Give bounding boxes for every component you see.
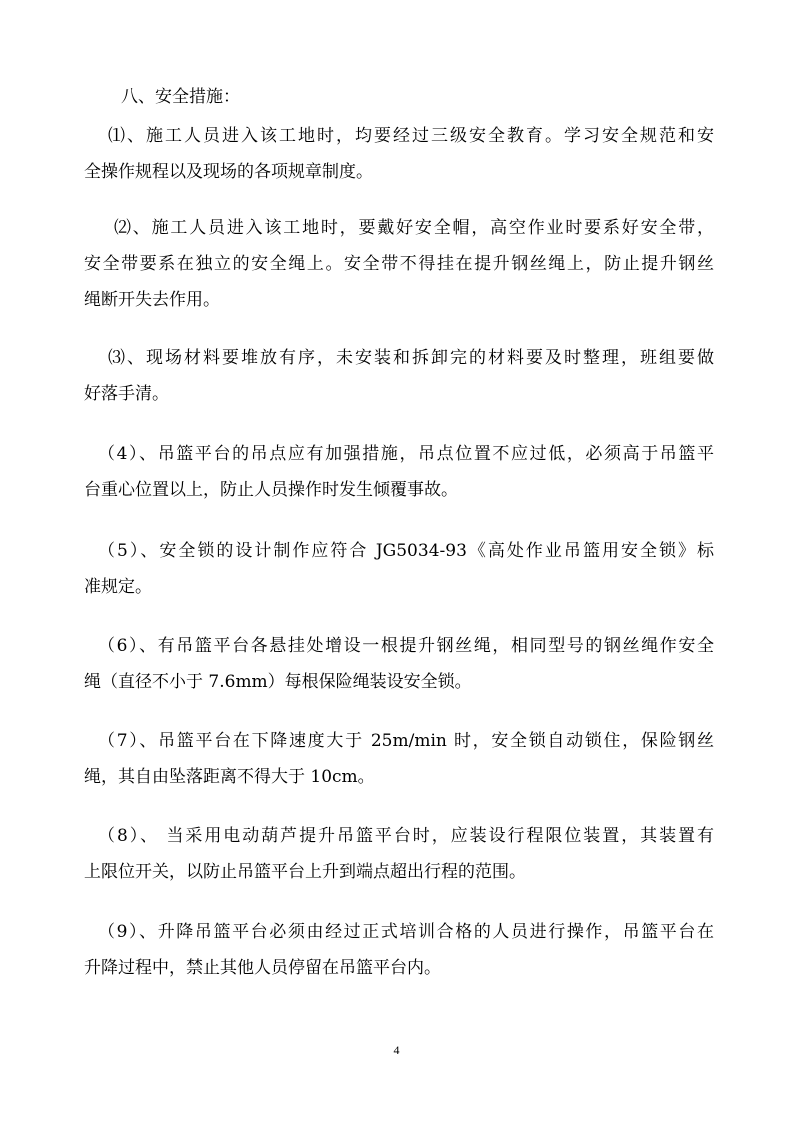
measure-item-6-line-2: 绳（直径不小于 7.6mm）每根保险绳装设安全锁。 <box>84 672 472 692</box>
measure-item-7 <box>84 723 714 795</box>
measure-item-7-line-1: （7）、吊篮平台在下降速度大于 25m/min 时，安全锁自动锁住，保险钢丝 <box>98 731 714 751</box>
measure-item-3-line-1: ⑶、现场材料要堆放有序，未安装和拆卸完的材料要及时整理，班组要做 <box>108 348 714 368</box>
measure-item-1 <box>84 118 714 190</box>
measure-item-5-line-2: 准规定。 <box>84 577 152 597</box>
measure-item-1-line-2: 全操作规程以及现场的各项规章制度。 <box>84 162 373 182</box>
measure-item-5 <box>84 533 714 605</box>
page-number: 4 <box>393 1043 400 1057</box>
measure-item-5-line-1: （5）、安全锁的设计制作应符合 JG5034-93《高处作业吊篮用安全锁》标 <box>98 541 714 561</box>
measure-item-9-line-2: 升降过程中，禁止其他人员停留在吊篮平台内。 <box>84 958 441 978</box>
measure-item-9-line-1: （9）、升降吊篮平台必须由经过正式培训合格的人员进行操作，吊篮平台在 <box>98 922 714 942</box>
measure-item-4-line-1: （4）、吊篮平台的吊点应有加强措施，吊点位置不应过低，必须高于吊篮平 <box>98 444 714 464</box>
measure-item-6 <box>84 628 714 700</box>
section-heading: 八、安全措施： <box>121 87 240 107</box>
measure-item-8-line-2: 上限位开关，以防止吊篮平台上升到端点超出行程的范围。 <box>84 862 526 882</box>
measure-item-4 <box>84 436 714 508</box>
measure-item-8-line-1: （8）、 当采用电动葫芦提升吊篮平台时，应装设行程限位装置，其装置有 <box>98 826 714 846</box>
measure-item-2-line-3: 绳断开失去作用。 <box>84 290 220 310</box>
measure-item-2-line-1: ⑵、施工人员进入该工地时，要戴好安全帽，高空作业时要系好安全带， <box>114 218 714 238</box>
measure-item-8 <box>84 818 714 890</box>
measure-item-4-line-2: 台重心位置以上，防止人员操作时发生倾覆事故。 <box>84 480 458 500</box>
measure-item-2-line-2: 安全带要系在独立的安全绳上。安全带不得挂在提升钢丝绳上，防止提升钢丝 <box>84 254 714 274</box>
measure-item-1-line-1: ⑴、施工人员进入该工地时，均要经过三级安全教育。学习安全规范和安 <box>108 126 714 146</box>
measure-item-7-line-2: 绳，其自由坠落距离不得大于 10cm。 <box>84 767 375 787</box>
measure-item-2 <box>84 210 714 318</box>
measure-item-9 <box>84 914 714 986</box>
measure-item-3-line-2: 好落手清。 <box>84 384 169 404</box>
measure-item-6-line-1: （6）、有吊篮平台各悬挂处增设一根提升钢丝绳，相同型号的钢丝绳作安全 <box>98 636 714 656</box>
measure-item-3 <box>84 340 714 412</box>
